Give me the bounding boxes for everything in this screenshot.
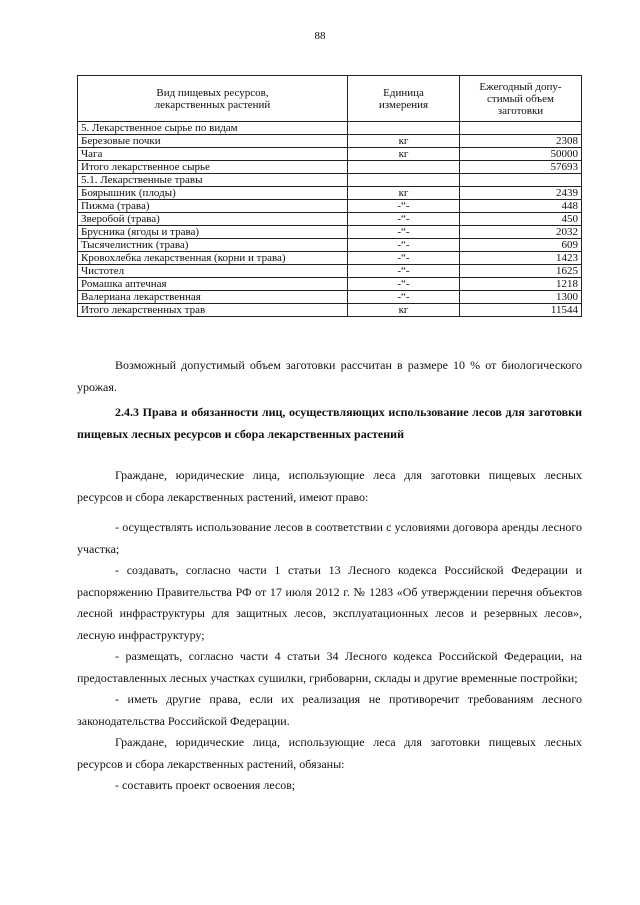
cell-value [460, 122, 582, 135]
table-row [78, 239, 582, 252]
header-resource-type: Вид пищевых ресурсов, лекарственных растений [78, 76, 348, 122]
cell-name: Боярышник (плоды) [78, 187, 348, 200]
cell-name: Брусника (ягоды и трава) [78, 226, 348, 239]
cell-name: Кровохлебка лекарственная (корни и трава) [78, 252, 348, 265]
section-heading: 2.4.3 Права и обязанности лиц, осуществляющих использование лесов для заготовки пищевых лесных ресурсов и сбора лекарственных растений [77, 405, 582, 441]
rights-item: - осуществлять использование лесов в соответствии с условиями договора аренды лесного участка; [77, 520, 582, 556]
cell-value [460, 174, 582, 187]
cell-name: Тысячелистник (трава) [78, 239, 348, 252]
table-row [78, 161, 582, 174]
cell-name: Пижма (трава) [78, 200, 348, 213]
cell-name: Итого лекарственных трав [78, 304, 348, 317]
cell-unit [348, 161, 460, 174]
note-block [77, 355, 582, 398]
cell-value: 50000 [460, 148, 582, 161]
cell-unit: -“- [348, 200, 460, 213]
cell-value: 1423 [460, 252, 582, 265]
table-row [78, 200, 582, 213]
cell-name: Ромашка аптечная [78, 278, 348, 291]
cell-unit: кг [348, 187, 460, 200]
table-row [78, 187, 582, 200]
cell-name: Чага [78, 148, 348, 161]
cell-value: 2439 [460, 187, 582, 200]
cell-value: 1625 [460, 265, 582, 278]
rights-intro: Граждане, юридические лица, использующие леса для заготовки пищевых лесных ресурсов и сбора лекарственных растений, имеют право: [77, 468, 582, 504]
cell-value: 1300 [460, 291, 582, 304]
duties-item: - составить проект освоения лесов; [115, 778, 296, 792]
cell-name: Валериана лекарственная [78, 291, 348, 304]
cell-unit: кг [348, 135, 460, 148]
table-row [78, 304, 582, 317]
cell-unit: -“- [348, 239, 460, 252]
cell-unit: -“- [348, 291, 460, 304]
cell-unit: -“- [348, 252, 460, 265]
cell-name: Зверобой (трава) [78, 213, 348, 226]
table-row [78, 135, 582, 148]
note-text: Возможный допустимый объем заготовки рассчитан в размере 10 % от биологического урожая. [77, 358, 582, 394]
cell-value: 2308 [460, 135, 582, 148]
cell-value: 2032 [460, 226, 582, 239]
cell-unit: -“- [348, 213, 460, 226]
cell-value: 450 [460, 213, 582, 226]
cell-value: 11544 [460, 304, 582, 317]
cell-name: Итого лекарственное сырье [78, 161, 348, 174]
cell-unit: -“- [348, 278, 460, 291]
cell-unit: кг [348, 304, 460, 317]
rights-item: - размещать, согласно части 4 статьи 34 Лесного кодекса Российской Федерации, на предоставленных лесных участках сушилки, грибоварни, склады и другие временные постройки; [77, 649, 582, 685]
cell-unit: -“- [348, 265, 460, 278]
cell-value: 609 [460, 239, 582, 252]
rights-item: - иметь другие права, если их реализация не противоречит требованиям лесного законодательства Российской Федерации. [77, 692, 582, 728]
table-row [78, 278, 582, 291]
header-annual-volume: Ежегодный допу- стимый объем заготовки [460, 76, 582, 122]
table-row [78, 148, 582, 161]
cell-unit: -“- [348, 226, 460, 239]
cell-name: 5.1. Лекарственные травы [78, 174, 348, 187]
cell-name: 5. Лекарственное сырье по видам [78, 122, 348, 135]
table-row [78, 265, 582, 278]
duties-intro: Граждане, юридические лица, использующие леса для заготовки пищевых лесных ресурсов и сбора лекарственных растений, обязаны: [77, 735, 582, 771]
rights-block [77, 465, 582, 797]
table-header-row [78, 76, 582, 122]
resources-table [77, 75, 582, 317]
rights-item: - создавать, согласно части 1 статьи 13 Лесного кодекса Российской Федерации и распоряжению Правительства РФ от 17 июля 2012 г. № 1283 «Об утверждении перечня объектов лесной инфраструктуры для защитных лесов, эксплуатационных лесов и резервных лесов», лесную инфраструктуру; [77, 563, 582, 642]
table-row [78, 291, 582, 304]
table-row [78, 213, 582, 226]
cell-value: 448 [460, 200, 582, 213]
cell-value: 57693 [460, 161, 582, 174]
cell-name: Березовые почки [78, 135, 348, 148]
cell-unit [348, 122, 460, 135]
table-row [78, 174, 582, 187]
cell-name: Чистотел [78, 265, 348, 278]
cell-unit [348, 174, 460, 187]
table-row [78, 122, 582, 135]
page-number: 88 [314, 30, 326, 42]
header-unit: Единица измерения [348, 76, 460, 122]
table-row [78, 252, 582, 265]
cell-unit: кг [348, 148, 460, 161]
table-row [78, 226, 582, 239]
cell-value: 1218 [460, 278, 582, 291]
